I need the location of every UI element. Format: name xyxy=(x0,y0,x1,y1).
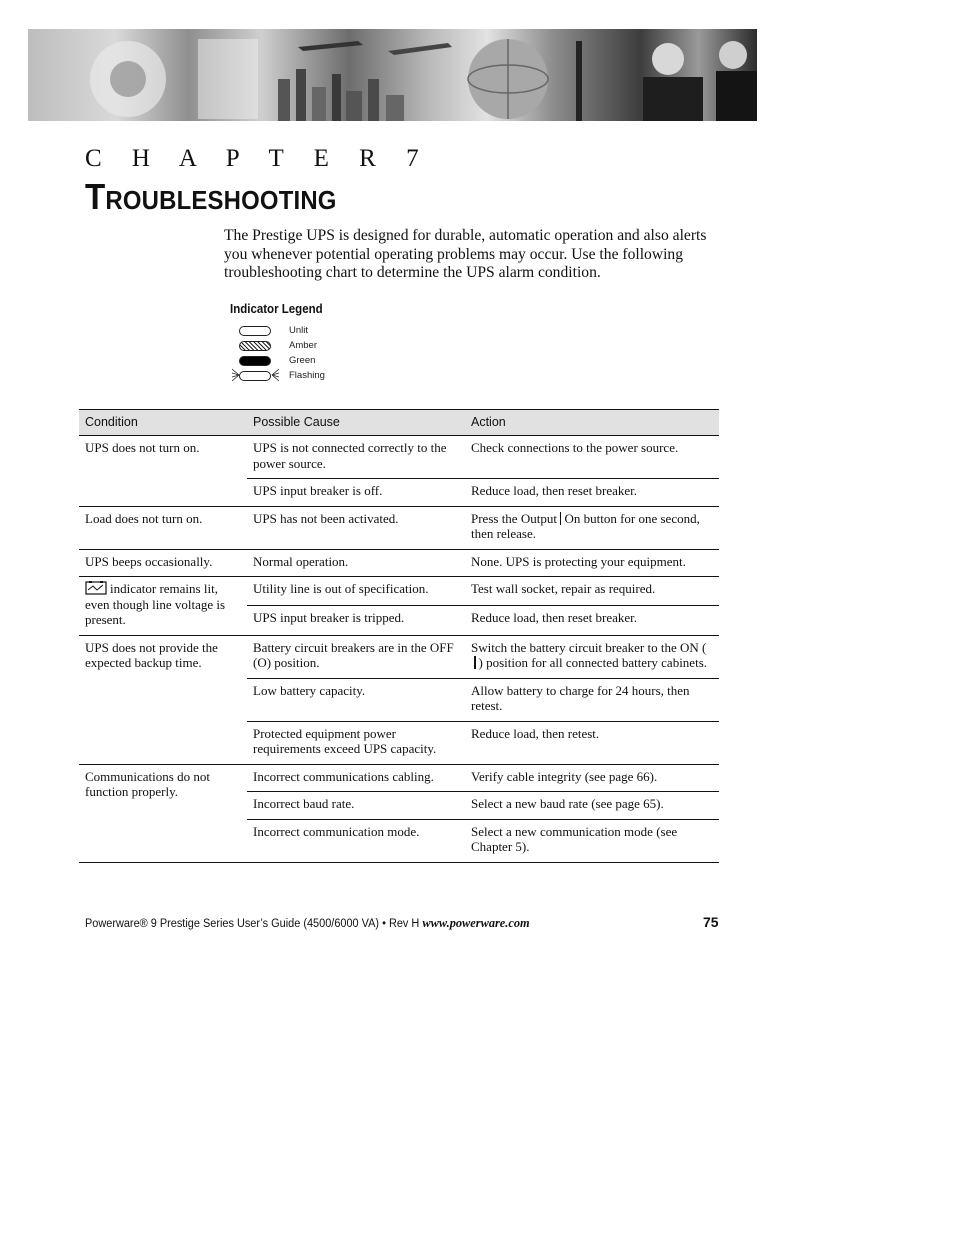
table-row xyxy=(79,635,719,678)
condition-cell: UPS does not turn on. xyxy=(79,436,247,507)
action-cell: None. UPS is protecting your equipment. xyxy=(465,549,719,577)
troubleshooting-table xyxy=(79,409,719,863)
legend-item-unlit xyxy=(232,325,382,339)
legend-label: Flashing xyxy=(289,370,325,381)
table-row xyxy=(79,506,719,549)
battery-icon xyxy=(85,581,107,595)
condition-cell: Load does not turn on. xyxy=(79,506,247,549)
legend-label: Green xyxy=(289,355,316,366)
action-text: Press the Output xyxy=(471,510,557,526)
condition-cell: Communications do not function properly. xyxy=(79,764,247,862)
action-cell xyxy=(465,506,719,549)
flashing-indicator-icon xyxy=(239,371,271,381)
condition-cell: UPS does not provide the expected backup time. xyxy=(79,635,247,764)
action-cell: Check connections to the power source. xyxy=(465,436,719,479)
on-symbol-icon xyxy=(560,512,562,525)
green-indicator-icon xyxy=(239,356,271,366)
amber-indicator-icon xyxy=(239,341,271,351)
legend-label: Unlit xyxy=(289,325,309,336)
cause-cell: Low battery capacity. xyxy=(247,678,465,721)
page-number: 75 xyxy=(703,914,719,930)
table-row xyxy=(79,436,719,479)
cause-cell: Protected equipment power requirements exceed UPS capacity. xyxy=(247,721,465,764)
chapter-title-initial: T xyxy=(85,176,106,217)
action-cell: Reduce load, then reset breaker. xyxy=(465,606,719,635)
legend-label: Amber xyxy=(289,340,317,351)
condition-text: indicator remains lit, even though line voltage is present. xyxy=(85,581,226,627)
action-cell: Select a new communication mode (see Chapter 5). xyxy=(465,819,719,862)
condition-cell xyxy=(79,577,247,636)
legend-item-amber xyxy=(232,340,382,354)
table-header-row xyxy=(79,410,719,436)
header-possible-cause: Possible Cause xyxy=(247,410,465,436)
header-condition: Condition xyxy=(79,410,247,436)
cause-cell: UPS input breaker is tripped. xyxy=(247,606,465,635)
legend-item-flashing xyxy=(232,370,382,384)
cause-cell: Normal operation. xyxy=(247,549,465,577)
action-cell xyxy=(465,635,719,678)
header-action: Action xyxy=(465,410,719,436)
unlit-indicator-icon xyxy=(239,326,271,336)
flashing-rays-right-icon xyxy=(271,367,279,383)
table-row xyxy=(79,764,719,792)
cause-cell: Battery circuit breakers are in the OFF (O) position. xyxy=(247,635,465,678)
legend-title: Indicator Legend xyxy=(230,302,323,316)
action-cell: Reduce load, then retest. xyxy=(465,721,719,764)
intro-paragraph: The Prestige UPS is designed for durable, automatic operation and also alerts you whenever potential operating problems may occur. Use the following troubleshooting chart to determine the UPS alarm condition. xyxy=(224,227,707,281)
cause-cell: Incorrect communication mode. xyxy=(247,819,465,862)
action-text: On button for one second, then release. xyxy=(471,510,700,541)
footer-url: www.powerware.com xyxy=(422,915,530,930)
chapter-label: C H A P T E R 7 xyxy=(85,145,431,172)
cause-cell: UPS is not connected correctly to the power source. xyxy=(247,436,465,479)
action-cell: Verify cable integrity (see page 66). xyxy=(465,764,719,792)
chapter-title xyxy=(85,176,337,218)
table-row xyxy=(79,549,719,577)
cause-cell: Incorrect communications cabling. xyxy=(247,764,465,792)
action-text: Switch the battery circuit breaker to the ON ( xyxy=(471,639,707,655)
action-cell: Reduce load, then reset breaker. xyxy=(465,479,719,507)
condition-cell: UPS beeps occasionally. xyxy=(79,549,247,577)
action-cell: Test wall socket, repair as required. xyxy=(465,577,719,606)
action-cell: Allow battery to charge for 24 hours, then retest. xyxy=(465,678,719,721)
cause-cell: Utility line is out of specification. xyxy=(247,577,465,606)
on-symbol-icon xyxy=(474,656,476,669)
legend-item-green xyxy=(232,355,382,369)
action-text: ) position for all connected battery cabinets. xyxy=(478,655,708,670)
chapter-banner-image xyxy=(28,29,757,121)
chapter-title-rest: ROUBLESHOOTING xyxy=(105,185,337,215)
table-row xyxy=(79,577,719,606)
cause-cell: Incorrect baud rate. xyxy=(247,792,465,820)
cause-cell: UPS input breaker is off. xyxy=(247,479,465,507)
action-cell: Select a new baud rate (see page 65). xyxy=(465,792,719,820)
cause-cell: UPS has not been activated. xyxy=(247,506,465,549)
page-footer xyxy=(85,915,530,931)
footer-text: Powerware® 9 Prestige Series User’s Guide (4500/6000 VA) • Rev H xyxy=(85,918,420,930)
